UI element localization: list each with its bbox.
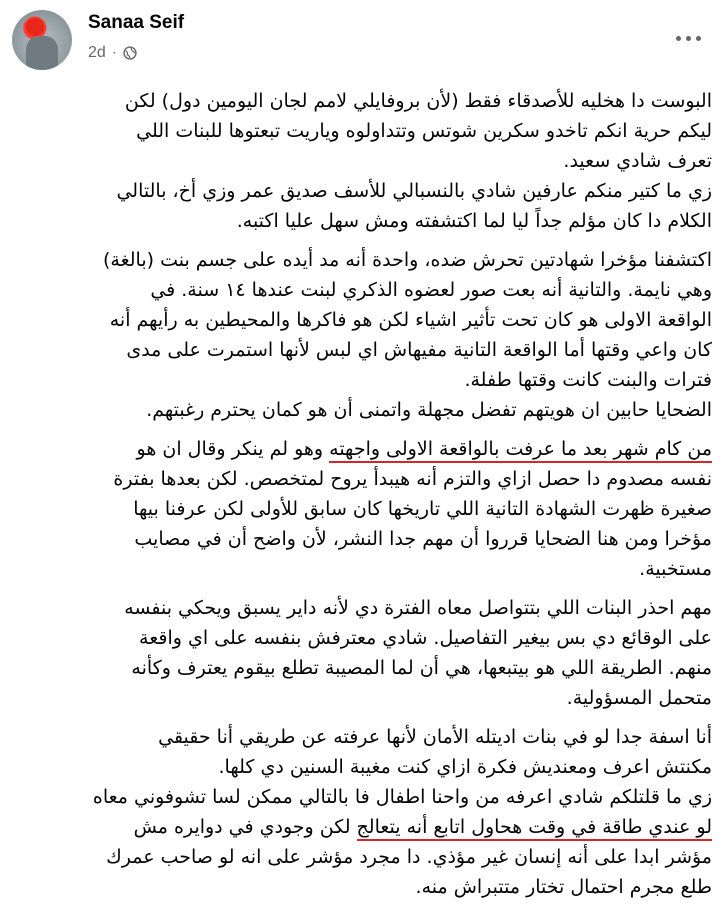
post-text-line: مهم احذر البنات اللي بتتواصل معاه الفترة دي لأنه داير يسبق ويحكي بنفسه (124, 597, 712, 619)
post-body (24, 86, 712, 911)
post-text-line: الواقعة الاولى هو كان تحت تأثير اشياء لكن هو فاكرها والمحيطين به رأيهم أنه (109, 309, 712, 331)
more-options-icon[interactable] (670, 26, 706, 50)
post-text-line: متحمل المسؤولية. (566, 687, 712, 709)
post-text-line: مستخبية. (639, 558, 712, 580)
post-paragraph (24, 86, 712, 236)
author-name[interactable]: Sanaa Seif (88, 12, 185, 33)
post-text-line: من كام شهر بعد ما عرفت بالواقعة الاولى واجهته وهو لم ينكر وقال ان هو (24, 434, 712, 464)
post-meta (88, 44, 137, 62)
post-text-line: اكتشفنا مؤخرا شهادتين تحرش ضده، واحدة أنه مد أيده على جسم بنت (بالغة) (102, 249, 712, 271)
globe-icon[interactable] (123, 46, 137, 60)
underlined-phrase: من كام شهر بعد ما عرفت بالواقعة الاولى واجهته (329, 438, 712, 463)
underlined-phrase: لو عندي طاقة في وقت هحاول اتابع أنه يتعالج (357, 816, 712, 841)
post-timestamp[interactable]: 2d (88, 44, 106, 61)
post-text-line: زي ما قلتلكم شادي اعرفه من واحنا اطفال فا بالتالي ممكن لسا تشوفوني معاه (92, 786, 712, 808)
post-paragraph (24, 593, 712, 713)
post-paragraph (24, 722, 712, 902)
post-text-line: مؤخرا ومن هنا الضحايا قرروا أن مهم جدا النشر، لأن واضح أن في مصايب (134, 528, 712, 550)
post-paragraph (24, 434, 712, 584)
post-text-line: زي ما كتير منكم عارفين شادي بالنسبالي للأسف صديق عمر وزي أخ، بالتالي (116, 180, 712, 202)
post-text-line: مكنتش اعرف ومعنديش فكرة ازاي كنت مغيبة السنين دي كلها. (218, 756, 712, 778)
post-text-line: على الوقائع دي بس بيغير التفاصيل. شادي معترفش بنفسه على اي واقعة (139, 627, 712, 649)
post-text-line: البوست دا هخليه للأصدقاء فقط (لأن بروفايلي لامم لجان اليومين دول) لكن (124, 90, 712, 112)
post-header (0, 0, 720, 78)
post-text-line: منهم. الطريقة اللي هو بيتبعها، هي أن لما المصيبة تطلع بيقوم يعترف وكأنه (131, 657, 712, 679)
post-text-line: مؤشر ابدا على أنه إنسان غير مؤذي. دا مجرد مؤشر على انه لو صاحب عمرك (106, 846, 712, 868)
post-text-line: ليكم حرية انكم تاخدو سكرين شوتس وتتداولوه وياريت تبعتوها للبنات اللي (136, 120, 712, 142)
post-text-line: كان واعي وقتها أما الواقعة التانية مفيهاش اي لبس لأنها استمرت على مدى (126, 339, 712, 361)
post-text-line: صغيرة ظهرت الشهادة التانية اللي تاريخها كان سابق للأولى لكن عرفنا بيها (133, 498, 712, 520)
meta-separator: · (111, 44, 118, 61)
post-text-line: أنا اسفة جدا لو في بنات اديتله الأمان لأنها عرفته عن طريقي أنا حقيقي (158, 726, 712, 748)
post-text-line: الضحايا حابين ان هويتهم تفضل مجهلة واتمنى أن هو كمان يحترم رغبتهم. (146, 399, 712, 421)
post-text-line: نفسه مصدوم دا حصل ازاي والتزم أنه هيبدأ يروح لمتخصص. لكن بعدها بفترة (113, 468, 712, 490)
post-text-line: وهي نايمة. والتانية أنه بعت صور لعضوه الذكري لبنت عندها ١٤ سنة. في (150, 279, 712, 301)
post-text-line: تعرف شادي سعيد. (563, 150, 712, 172)
post-text-line: فترات والبنت كانت وقتها طفلة. (464, 369, 712, 391)
post-text-line: الكلام دا كان مؤلم جداً ليا لما اكتشفته ومش سهل عليا اكتبه. (236, 210, 712, 232)
post-text-line: لو عندي طاقة في وقت هحاول اتابع أنه يتعالج لكن وجودي في دوايره مش (24, 812, 712, 842)
avatar-badge (26, 18, 44, 36)
post-paragraph (24, 245, 712, 425)
author-avatar[interactable] (12, 10, 72, 70)
post-text-line: طلع مجرم احتمال تختار متتبراش منه. (415, 876, 712, 898)
